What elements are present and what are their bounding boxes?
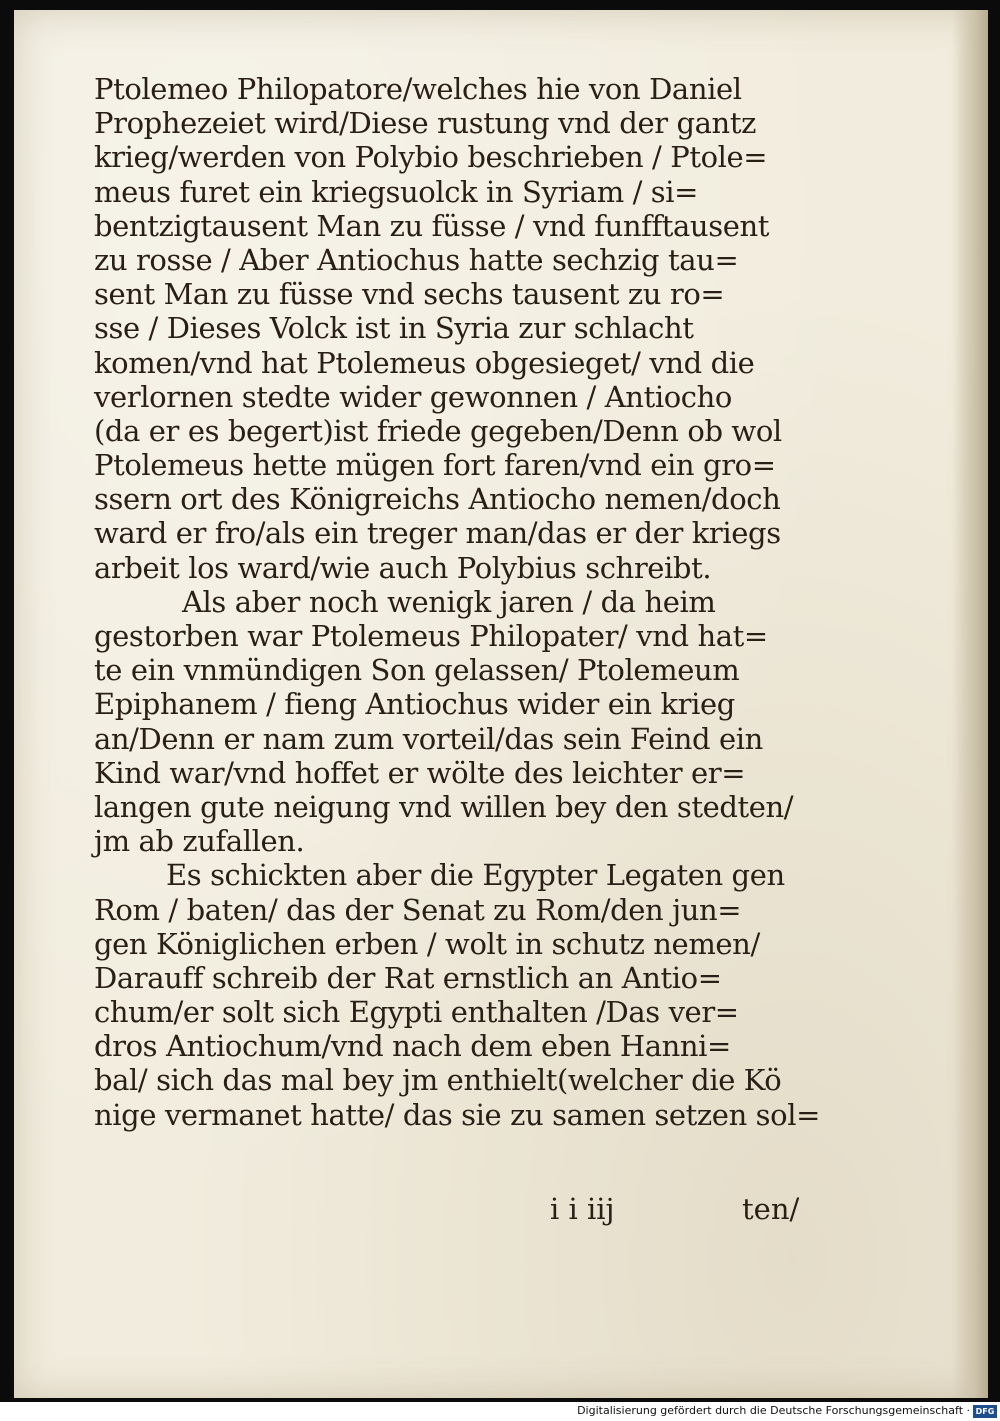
- paragraph-start-line: Es schickten aber die Egypter Legaten gen: [166, 858, 785, 893]
- text-line: Kind war/vnd hoffet er wölte des leichter er=: [94, 755, 746, 790]
- text-line: gestorben war Ptolemeus Philopater/ vnd hat=: [94, 619, 768, 653]
- text-line: chum/er solt sich Egypti enthalten /Das ver=: [94, 995, 739, 1030]
- text-line: bal/ sich das mal bey jm enthielt(welcher die Kö: [94, 1063, 782, 1098]
- text-line: Prophezeiet wird/Diese rustung vnd der gantz: [94, 106, 756, 141]
- text-line: komen/vnd hat Ptolemeus obgesieget/ vnd die: [94, 345, 755, 380]
- book-page: [14, 10, 988, 1398]
- text-line: (da er es begert)ist friede gegeben/Denn ob wol: [94, 413, 782, 448]
- text-line: an/Denn er nam zum vorteil/das sein Feind ein: [94, 721, 763, 756]
- text-line: bentzigtausent Man zu füsse / vnd funfftausent: [94, 208, 769, 243]
- text-line: ward er fro/als ein treger man/das er der kriegs: [94, 516, 781, 551]
- footer-bar: [0, 1402, 1000, 1421]
- text-line: nige vermanet hatte/ das sie zu samen setzen sol=: [94, 1097, 820, 1132]
- footer-credit: Digitalisierung gefördert durch die Deutsche Forschungsgemeinschaft ·: [577, 1404, 970, 1417]
- text-line: dros Antiochum/vnd nach dem eben Hanni=: [94, 1029, 731, 1064]
- text-line: Ptolemeus hette mügen fort faren/vnd ein gro=: [94, 448, 776, 483]
- text-line: Epiphanem / fieng Antiochus wider ein krieg: [94, 687, 735, 722]
- text-line: krieg/werden von Polybio beschrieben / Ptole=: [94, 140, 768, 175]
- text-line: sse / Dieses Volck ist in Syria zur schlacht: [94, 311, 694, 346]
- text-line: sent Man zu füsse vnd sechs tausent zu ro=: [94, 277, 725, 312]
- text-line: gen Königlichen erben / wolt in schutz nemen/: [94, 926, 760, 961]
- text-line: jm ab zufallen.: [94, 824, 305, 859]
- dfg-logo-icon: DFG: [973, 1405, 997, 1418]
- text-line: langen gute neigung vnd willen bey den stedten/: [94, 789, 794, 824]
- text-line: te ein vnmündigen Son gelassen/ Ptolemeum: [94, 653, 740, 688]
- text-line: verlornen stedte wider gewonnen / Antiocho: [94, 379, 732, 414]
- signature-mark: i i iij: [550, 1192, 615, 1226]
- signature-line: [94, 1192, 814, 1228]
- paragraph-start-line: Als aber noch wenigk jaren / da heim: [182, 584, 716, 619]
- book-spine-shadow: [952, 10, 988, 1398]
- catchword: ten/: [742, 1192, 800, 1226]
- text-line: meus furet ein kriegsuolck in Syriam / si=: [94, 174, 699, 209]
- text-line: Darauff schreib der Rat ernstlich an Antio=: [94, 960, 722, 995]
- text-line: Ptolemeo Philopatore/welches hie von Daniel: [94, 72, 742, 106]
- text-block: [94, 72, 820, 1226]
- text-line: ssern ort des Königreichs Antiocho nemen/doch: [94, 482, 781, 517]
- text-line: arbeit los ward/wie auch Polybius schreibt.: [94, 550, 712, 585]
- text-line: zu rosse / Aber Antiochus hatte sechzig tau=: [94, 242, 739, 277]
- text-line: Rom / baten/ das der Senat zu Rom/den jun=: [94, 892, 742, 927]
